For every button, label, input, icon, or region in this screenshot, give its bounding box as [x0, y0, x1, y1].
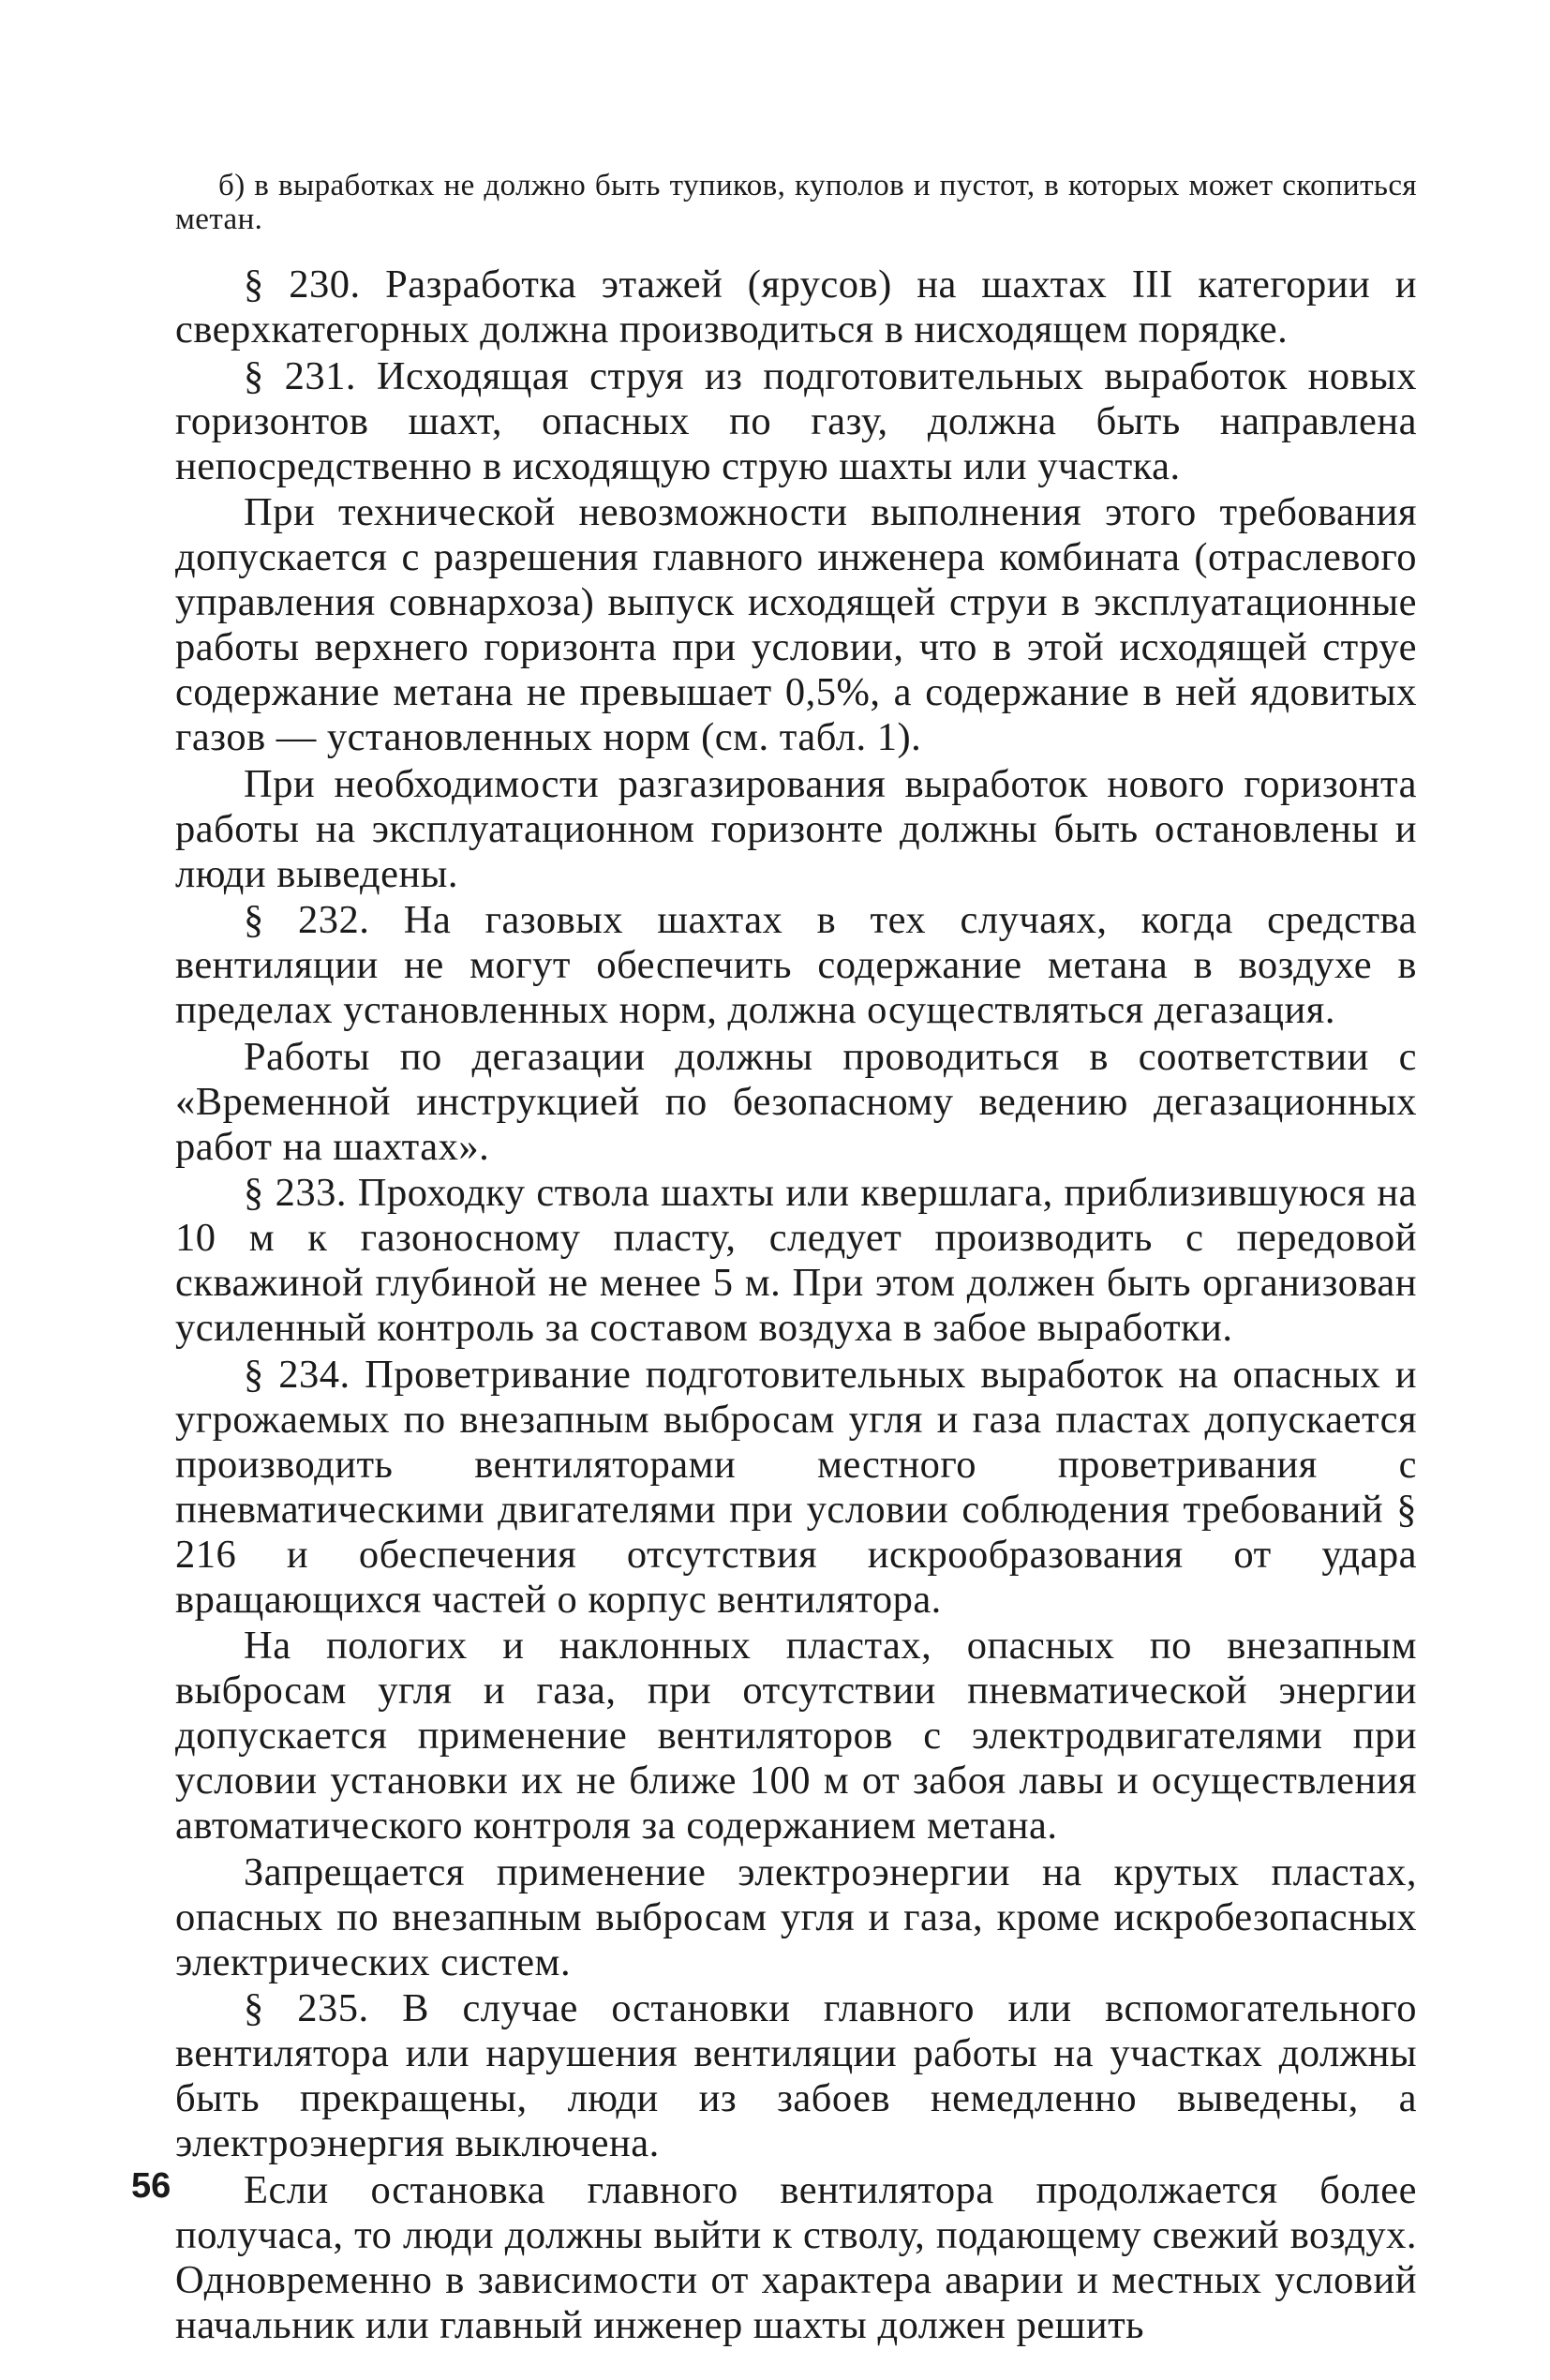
paragraph-231: § 231. Исходящая струя из подготовительных выработок новых горизонтов шахт, опасных по газу, должна быть направлена непосредственно в исходящую струю шахты или участка.: [175, 353, 1417, 488]
paragraph-b-clause: б) в выработках не должно быть тупиков, куполов и пустот, в которых может скопиться метан.: [175, 169, 1417, 236]
paragraph-234: § 234. Проветривание подготовительных выработок на опасных и угрожаемых по внезапным выбросам угля и газа пластах допускается производить вентиляторами местного проветривания с пневматическими двигателями при условии соблюдения требований § 216 и обеспечения отсутствия искрообразования от удара вращающихся частей о корпус вентилятора.: [175, 1352, 1417, 1622]
paragraph-234-inclined: На пологих и наклонных пластах, опасных по внезапным выбросам угля и газа, при отсутствии пневматической энергии допускается применение вентиляторов с электродвигателями при условии установки их не ближе 100 м от забоя лавы и осуществления автоматического контроля за содержанием метана.: [175, 1624, 1417, 1848]
paragraph-235-stoppage: Если остановка главного вентилятора продолжается более получаса, то люди должны выйти к стволу, подающему свежий воздух. Одновременно в зависимости от характера аварии и местных условий начальник или главный инженер шахты должен решить: [175, 2167, 1417, 2347]
paragraph-231-technical: При технической невозможности выполнения этого требования допускается с разрешения главного инженера комбината (отраслевого управления совнархоза) выпуск исходящей струи в эксплуатационные работы верхнего горизонта при условии, что в этой исходящей струе содержание метана не превышает 0,5%, а содержание в ней ядовитых газов — установленных норм (см. табл. 1).: [175, 490, 1417, 759]
paragraph-230: § 230. Разработка этажей (ярусов) на шахтах III категории и сверхкатегорных должна производиться в нисходящем порядке.: [175, 262, 1417, 352]
paragraph-235: § 235. В случае остановки главного или вспомогательного вентилятора или нарушения вентиляции работы на участках должны быть прекращены, люди из забоев немедленно выведены, а электроэнергия выключена.: [175, 1986, 1417, 2165]
paragraph-234-prohibition: Запрещается применение электроэнергии на крутых пластах, опасных по внезапным выбросам угля и газа, кроме искробезопасных электрических систем.: [175, 1849, 1417, 1984]
paragraph-232: § 232. На газовых шахтах в тех случаях, когда средства вентиляции не могут обеспечить содержание метана в воздухе в пределах установленных норм, должна осуществляться дегазация.: [175, 898, 1417, 1032]
paragraph-232-instruction: Работы по дегазации должны проводиться в соответствии с «Временной инструкцией по безопасному ведению дегазационных работ на шахтах».: [175, 1034, 1417, 1169]
page-number: 56: [131, 2166, 171, 2206]
paragraph-233: § 233. Проходку ствола шахты или квершлага, приблизившуюся на 10 м к газоносному пласту, следует производить с передовой скважиной глубиной не менее 5 м. При этом должен быть организован усиленный контроль за составом воздуха в забое выработки.: [175, 1171, 1417, 1350]
paragraph-231-degassing: При необходимости разгазирования выработок нового горизонта работы на эксплуатационном горизонте должны быть остановлены и люди выведены.: [175, 761, 1417, 896]
page-body: [175, 169, 1417, 2348]
